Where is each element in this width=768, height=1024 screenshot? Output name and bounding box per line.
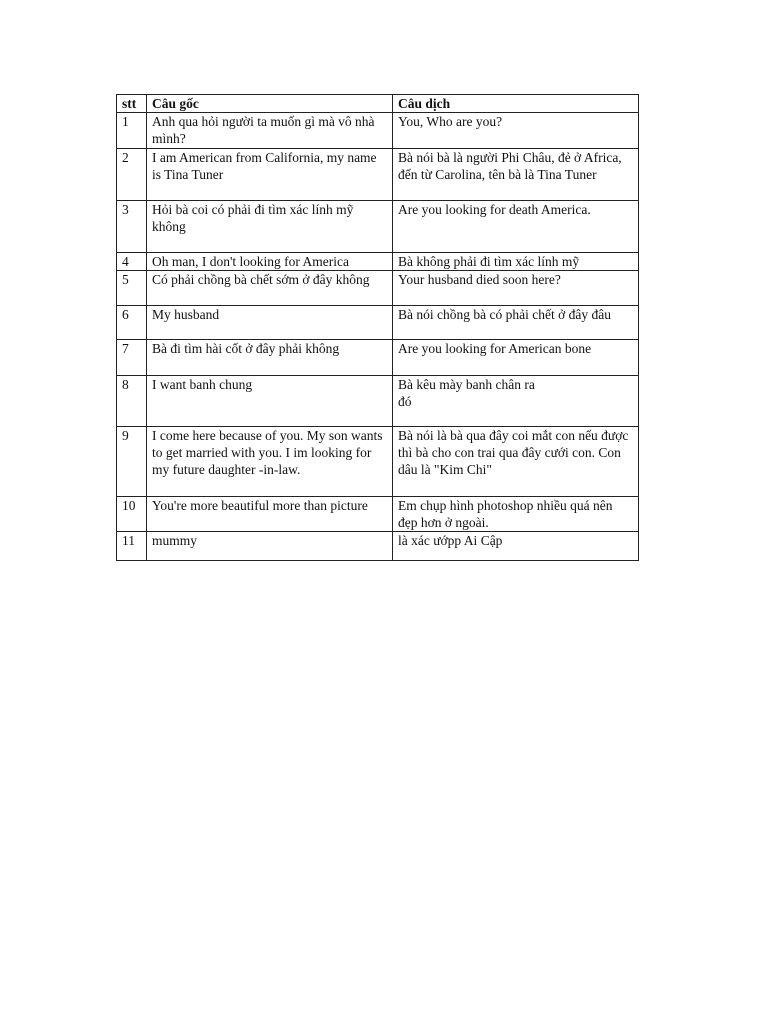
row-number: 4 — [117, 253, 147, 271]
source-sentence: I am American from California, my name is Tina Tuner — [147, 149, 393, 201]
row-number: 6 — [117, 306, 147, 340]
table-row — [117, 497, 639, 532]
source-sentence: I come here because of you. My son wants to get married with you. I im looking for my future daughter -in-law. — [147, 427, 393, 497]
source-sentence: Anh qua hỏi người ta muốn gì mà vô nhà mình? — [147, 113, 393, 149]
source-sentence: Bà đi tìm hài cốt ở đây phải không — [147, 340, 393, 376]
translated-sentence: là xác ướpp Ai Cập — [393, 532, 639, 561]
row-number: 1 — [117, 113, 147, 149]
source-sentence: mummy — [147, 532, 393, 561]
source-sentence: Có phải chồng bà chết sớm ở đây không — [147, 271, 393, 306]
translated-sentence: Em chụp hình photoshop nhiều quá nên đẹp hơn ở ngoài. — [393, 497, 639, 532]
table-row — [117, 306, 639, 340]
header-source: Câu gốc — [147, 95, 393, 113]
table-row — [117, 201, 639, 253]
source-sentence: My husband — [147, 306, 393, 340]
row-number: 2 — [117, 149, 147, 201]
table-row — [117, 113, 639, 149]
translated-sentence: Bà nói chồng bà có phải chết ở đây đâu — [393, 306, 639, 340]
table-row — [117, 271, 639, 306]
translated-sentence: Bà không phải đi tìm xác lính mỹ — [393, 253, 639, 271]
row-number: 9 — [117, 427, 147, 497]
row-number: 5 — [117, 271, 147, 306]
source-sentence: I want banh chung — [147, 376, 393, 427]
row-number: 10 — [117, 497, 147, 532]
translated-sentence: Bà nói bà là người Phi Châu, đẻ ở Africa, đến từ Carolina, tên bà là Tina Tuner — [393, 149, 639, 201]
row-number: 8 — [117, 376, 147, 427]
translation-table — [116, 94, 639, 561]
row-number: 11 — [117, 532, 147, 561]
source-sentence: Hỏi bà coi có phải đi tìm xác lính mỹ không — [147, 201, 393, 253]
table-row — [117, 376, 639, 427]
table-row — [117, 149, 639, 201]
table-row — [117, 532, 639, 561]
header-translation: Câu dịch — [393, 95, 639, 113]
translated-sentence: Are you looking for death America. — [393, 201, 639, 253]
row-number: 3 — [117, 201, 147, 253]
row-number: 7 — [117, 340, 147, 376]
table-row — [117, 253, 639, 271]
translated-sentence: Your husband died soon here? — [393, 271, 639, 306]
translated-sentence: You, Who are you? — [393, 113, 639, 149]
translated-sentence: Are you looking for American bone — [393, 340, 639, 376]
source-sentence: You're more beautiful more than picture — [147, 497, 393, 532]
table-row — [117, 427, 639, 497]
header-stt: stt — [117, 95, 147, 113]
translated-sentence: Bà nói là bà qua đây coi mắt con nếu được thì bà cho con trai qua đây cưới con. Con dâu là "Kim Chi" — [393, 427, 639, 497]
table-header-row — [117, 95, 639, 113]
source-sentence: Oh man, I don't looking for America — [147, 253, 393, 271]
table-row — [117, 340, 639, 376]
translated-sentence: Bà kêu mày banh chân ra đó — [393, 376, 639, 427]
table-body — [117, 113, 639, 561]
